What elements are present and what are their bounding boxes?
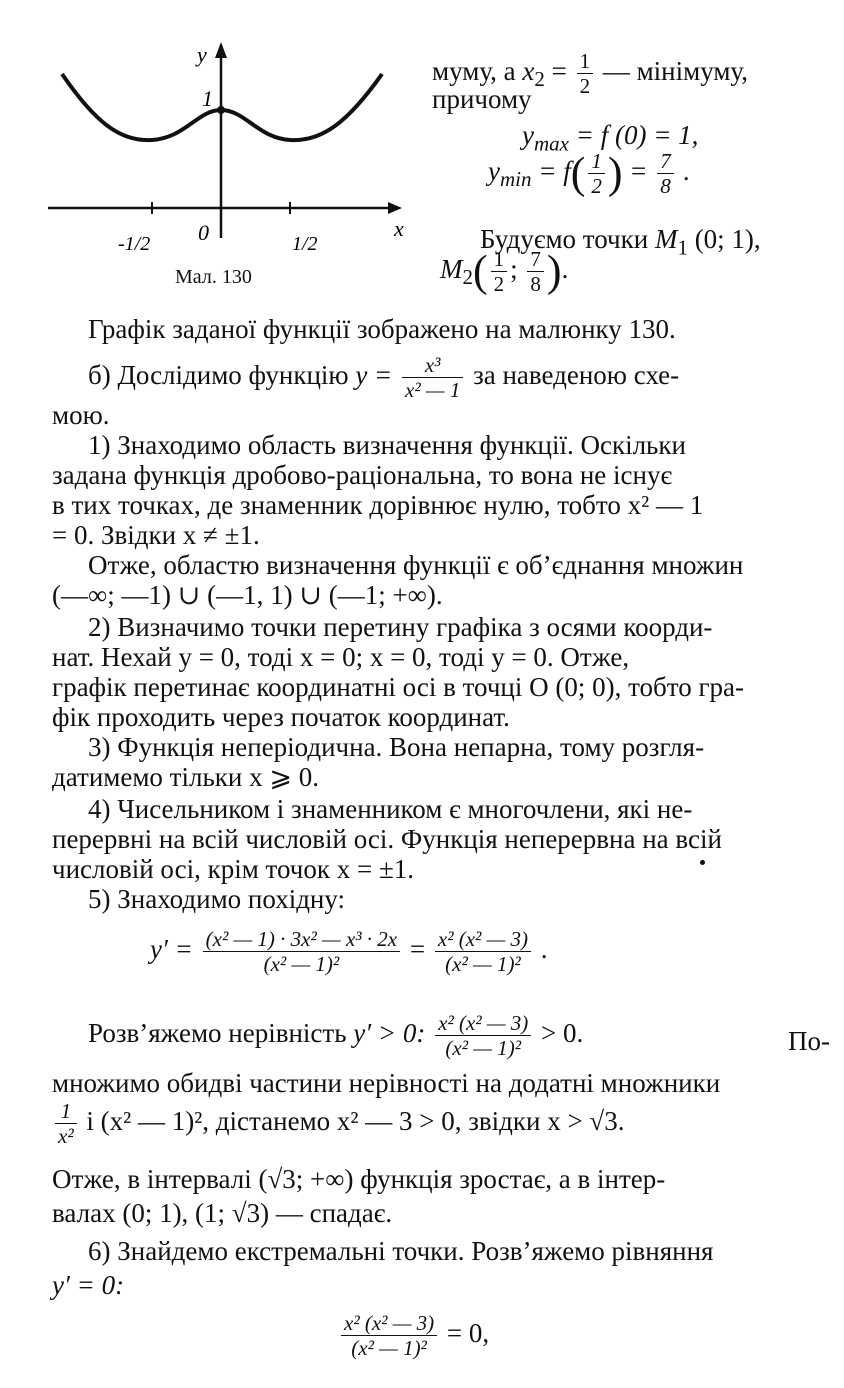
step4-line-3: числовій осі, крім точок x = ±1. <box>52 854 415 884</box>
y-one-label: 1 <box>202 86 213 111</box>
step3-line-2: датимемо тільки x ⩾ 0. <box>52 762 319 792</box>
final-equation: $\frac{\text{x² (x² — 3)}}{\text{(x² — 1)²}}$ = 0, <box>338 1312 489 1359</box>
origin-label: 0 <box>198 220 209 245</box>
inequality-line-end: По- <box>788 1026 830 1056</box>
inequality-line: Розв’яжемо нерівність y′ > 0: $\frac{\text{x² (x² — 3)}}{\text{(x² — 1)²}}$ > 0. <box>88 1011 584 1061</box>
step6-line-2: y′ = 0: <box>52 1270 125 1300</box>
step1-line-1: 1) Знаходимо область визначення функції. Оскільки <box>88 430 686 460</box>
step3-line-1: 3) Функція неперіодична. Вона непарна, тому розгля- <box>88 732 705 762</box>
x-axis-label: x <box>394 216 404 241</box>
tick-label-neg: -1/2 <box>118 233 151 255</box>
ymax-formula: $y_{max} = f$ (0) = 1, <box>522 120 699 156</box>
multiply-line-2: $\frac{1}{\text{x²}}$ і (x² — 1)², дістанемо x² — 3 > 0, звідки x > √3. <box>52 1100 625 1147</box>
y-axis-arrow-icon <box>215 42 227 58</box>
stray-dot <box>700 860 705 865</box>
ymin-formula: $y_{min} = f$( $\frac{1}{2}$ ) = $\frac{7}{8}$ . <box>488 148 691 199</box>
function-graph <box>40 38 420 258</box>
graph-sentence: Графік заданої функції зображено на малюнку 130. <box>88 314 676 344</box>
step6-line-1: 6) Знайдемо екстремальні точки. Розв’яжемо рівняння <box>88 1236 714 1266</box>
multiply-line-1: множимо обидві частини нерівності на додатні множники <box>52 1068 721 1098</box>
point-m2: $M_2$( $\frac{1}{2}$ ; $\frac{7}{8}$ ). <box>440 246 569 297</box>
build-points-line: Будуємо точки $M_1$ (0; 1), <box>480 224 761 260</box>
interval-line-1: Отже, в інтервалі (√3; +∞) функція зростає, а в інтер- <box>52 1164 666 1194</box>
step2-line-3: графік перетинає координатні осі в точці O (0; 0), тобто гра- <box>52 672 745 702</box>
domain-line-2: (—∞; —1) ∪ (—1, 1) ∪ (—1; +∞). <box>52 580 443 610</box>
step4-line-1: 4) Чисельником і знаменником є многочлени, які не- <box>88 794 693 824</box>
step1-line-4: = 0. Звідки x ≠ ±1. <box>52 520 260 550</box>
figure-caption: Мал. 130 <box>175 266 252 288</box>
step2-line-2: нат. Нехай y = 0, тоді x = 0; x = 0, тоді y = 0. Отже, <box>52 642 630 672</box>
step1-line-2: задана функція дробово-раціональна, то вона не існує <box>52 460 673 490</box>
y-axis-label: y <box>197 42 207 67</box>
interval-line-2: валах (0; 1), (1; √3) — спадає. <box>52 1198 393 1228</box>
derivative-formula: y′ = $\frac{\text{(x² — 1) · 3x² — x³ · 2x}}{\text{(x² — 1)²}}$ = $\frac{\text{x² (x² — 3)}}{\text{(x² — 1)²}}$ . <box>150 927 548 977</box>
part-b-line: б) Дослідимо функцію y = $\frac{\text{x³}}{\text{x² — 1}}$ за наведеною схе- <box>88 353 680 403</box>
step5-line-1: 5) Знаходимо похідну: <box>88 884 346 914</box>
domain-line-1: Отже, областю визначення функції є об’єднання множин <box>88 550 744 580</box>
step2-line-1: 2) Визначимо точки перетину графіка з осями коорди- <box>88 612 713 642</box>
right-line-1: муму, а $x_2$ = $\frac{1}{2}$ — мінімуму, <box>432 49 748 99</box>
tick-label-pos: 1/2 <box>292 233 318 255</box>
max-point <box>217 106 225 114</box>
x-axis-arrow-icon <box>388 202 402 214</box>
step4-line-2: перервні на всій числовій осі. Функція неперервна на всій <box>52 824 722 854</box>
part-b-line-2: мою. <box>52 400 110 430</box>
step2-line-4: фік проходить через початок координат. <box>52 702 510 732</box>
right-line-2: причому <box>432 84 532 114</box>
step1-line-3: в тих точках, де знаменник дорівнює нулю, тобто x² — 1 <box>52 490 704 520</box>
